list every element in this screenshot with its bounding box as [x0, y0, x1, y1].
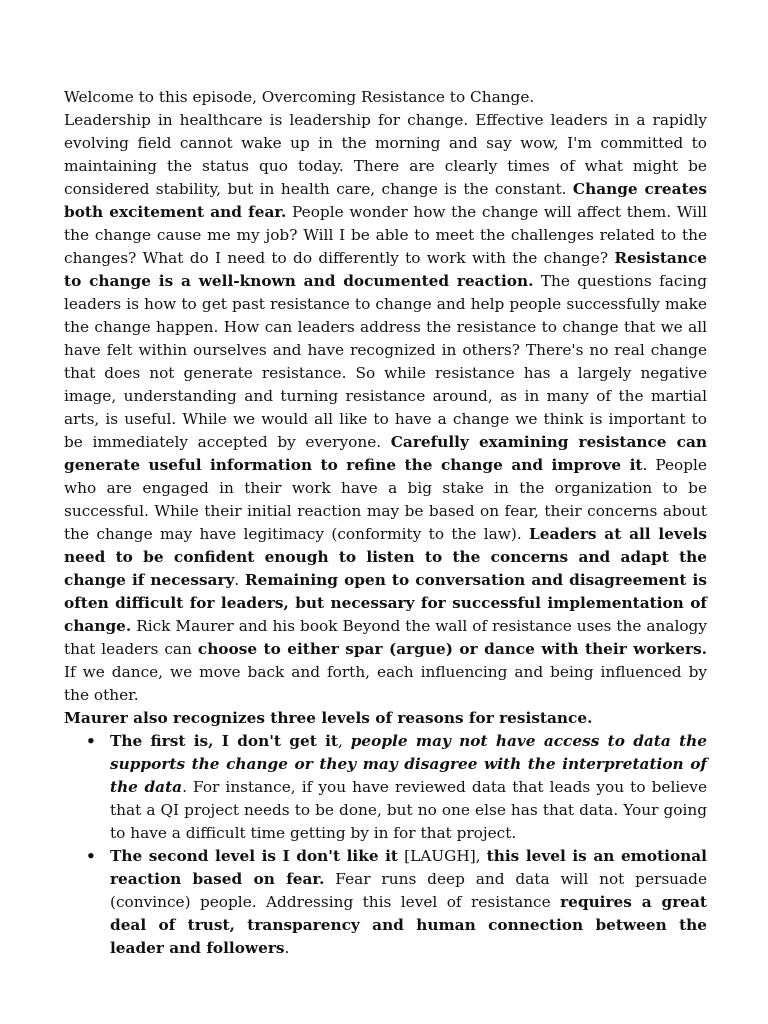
text-segment: Resistance to change is a well-known and documented reaction. [64, 249, 707, 290]
text-segment: Rick Maurer and his book Beyond the wall of resistance uses the analogy that leaders can [64, 617, 707, 658]
text-segment: Remaining open to conversation and disagreement is often difficult for leaders, but necessary for successful implementation of change. [64, 571, 707, 635]
text-segment: . [284, 939, 290, 957]
text-segment: Leaders at all levels need to be confident enough to listen to the concerns and adapt the change if necessary [64, 525, 707, 589]
text-segment: [LAUGH], [398, 847, 487, 865]
text-segment: People wonder how the change will affect them. Will the change cause me my job? Will I be able to meet the challenges related to the changes? What do I need to do differently to work with the change? [64, 203, 707, 267]
main-paragraph [64, 109, 707, 707]
text-segment: requires a great deal of trust, transparency and human connection between the leader and followers [110, 893, 707, 957]
text-segment: , [337, 732, 351, 750]
text-segment: The second level is I don't like it [110, 847, 398, 865]
list-item [64, 845, 707, 960]
episode-title: Welcome to this episode, Overcoming Resistance to Change. [64, 88, 535, 106]
text-segment: Carefully examining resistance can generate useful information to refine the change and improve it [64, 433, 707, 474]
text-segment: this level is an emotional reaction based on fear. [110, 847, 707, 888]
text-segment: . People who are engaged in their work have a big stake in the organization to be successful. While their initial reaction may be based on fear, their concerns about the change may have legitimacy (conformity to the law). [64, 456, 707, 543]
reasons-list [64, 730, 707, 960]
bullet-icon: • [86, 847, 96, 865]
text-segment: If we dance, we move back and forth, each influencing and being influenced by the other. [64, 663, 707, 704]
text-segment: Change creates both excitement and fear. [64, 180, 707, 221]
text-segment: choose to either spar (argue) or dance with their workers. [197, 640, 708, 658]
bullet-icon: • [86, 732, 96, 750]
text-segment: Leadership in healthcare is leadership for change. Effective leaders in a rapidly evolving field cannot wake up in the morning and say wow, I'm committed to maintaining the status quo today. There are clearly times of what might be considered stability, but in health care, change is the constant. [64, 111, 707, 198]
text-segment: The first is, I don't get it [110, 732, 338, 750]
text-segment: people may not have access to data the supports the change or they may disagree with the interpretation of the data [110, 732, 708, 796]
document-page [64, 86, 707, 960]
text-segment: Fear runs deep and data will not persuade (convince) people. Addressing this level of resistance [110, 870, 707, 911]
list-item [64, 730, 707, 845]
text-segment: . [234, 571, 245, 589]
text-segment: The questions facing leaders is how to get past resistance to change and help people successfully make the change happen. How can leaders address the resistance to change that we all have felt within ourselves and have recognized in others? There's no real change that does not generate resistance. So while resistance has a largely negative image, understanding and turning resistance around, as in many of the martial arts, is useful. While we would all like to have a change we think is important to be immediately accepted by everyone. [64, 272, 708, 451]
text-segment: . For instance, if you have reviewed data that leads you to believe that a QI project needs to be done, but no one else has that data. Your going to have a difficult time getting by in for that project. [110, 778, 707, 842]
levels-heading: Maurer also recognizes three levels of reasons for resistance. [64, 709, 593, 727]
